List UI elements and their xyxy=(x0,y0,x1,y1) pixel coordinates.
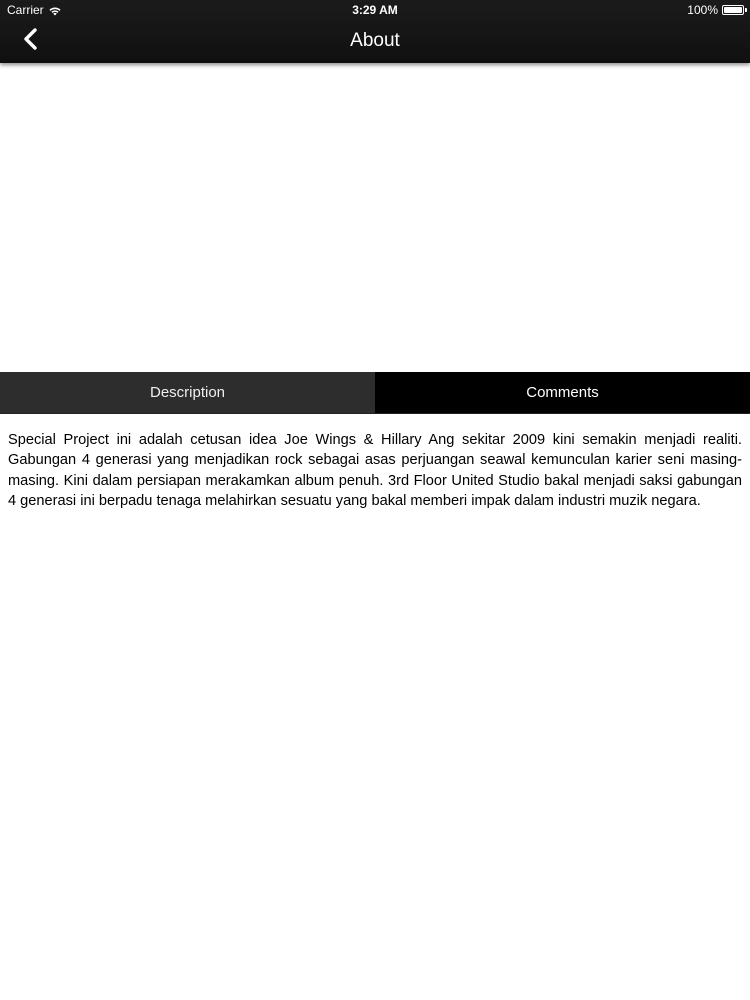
battery-fill xyxy=(724,7,742,13)
battery-group xyxy=(687,3,744,17)
banner-area xyxy=(0,63,750,372)
battery-tip xyxy=(745,8,747,12)
tab-description[interactable]: Description xyxy=(0,372,375,413)
page-title: About xyxy=(350,30,400,51)
nav-bar xyxy=(0,20,750,63)
battery-icon xyxy=(722,5,744,15)
top-bar xyxy=(0,0,750,63)
tab-comments[interactable]: Comments xyxy=(375,372,750,413)
segmented-tabs xyxy=(0,372,750,414)
status-time: 3:29 AM xyxy=(352,3,398,17)
status-bar xyxy=(0,0,750,20)
description-text: Special Project ini adalah cetusan idea Joe Wings & Hillary Ang sekitar 2009 kini semakin menjadi realiti. Gabungan 4 generasi yang menjadikan rock sebagai asas perjuangan seawal kemunculan karier seni masing-masing. Kini dalam persiapan merakamkan album penuh. 3rd Floor United Studio bakal menjadi saksi gabungan 4 generasi ini berpadu tenaga melahirkan sesuatu yang bakal memberi impak dalam industri muzik negara. xyxy=(8,432,742,509)
carrier-label: Carrier xyxy=(7,3,44,17)
battery-percent: 100% xyxy=(687,3,718,17)
